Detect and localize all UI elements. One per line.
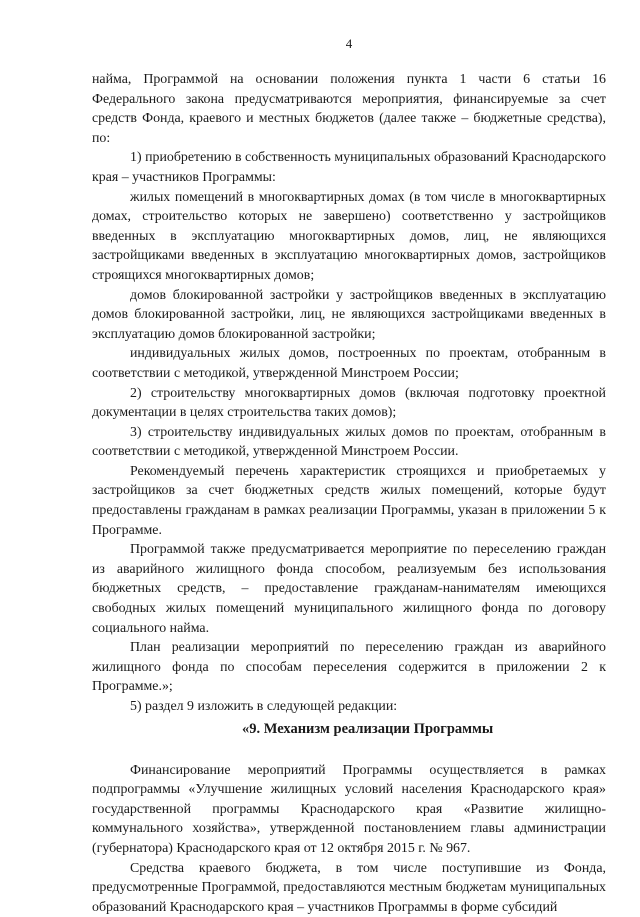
list-item-1: 1) приобретению в собственность муниципальных образований Краснодарского края – участников Программы:	[92, 150, 606, 185]
paragraph: Рекомендуемый перечень характеристик строящихся и приобретаемых у застройщиков за счет бюджетных средств жилых помещений, которые будут предоставлены гражданам в рамках реализации Программы, указан в приложении 5 к Программе.	[92, 463, 606, 538]
paragraph: домов блокированной застройки у застройщиков введенных в эксплуатацию домов блокированной застройки, лиц, не являющихся застройщиками введенных в эксплуатацию домов блокированной застройки;	[92, 287, 606, 342]
paragraph: Финансирование мероприятий Программы осуществляется в рамках подпрограммы «Улучшение жилищных условий населения Краснодарского края» государственной программы Краснодарского края «Развитие жилищно-коммунального хозяйства», утвержденной постановлением главы администрации (губернатора) Краснодарского края от 12 октября 2015 г. № 967.	[92, 762, 606, 856]
page-number: 4	[345, 36, 353, 51]
paragraph: Средства краевого бюджета, в том числе поступившие из Фонда, предусмотренные Программой, предоставляются местным бюджетам муниципальных образований Краснодарского края – участников Программы в форме субсидий	[92, 860, 606, 915]
paragraph: План реализации мероприятий по переселению граждан из аварийного жилищного фонда по способам переселения содержится в приложении 2 к Программе.»;	[92, 640, 606, 695]
document-body	[92, 70, 606, 917]
paragraph: жилых помещений в многоквартирных домах (в том числе в многоквартирных домах, строительство которых не завершено) соответственно у застройщиков введенных в эксплуатацию многоквартирных домов, лиц, не являющихся застройщиками введенных в эксплуатацию многоквартирных домов, застройщиков строящихся многоквартирных домов;	[92, 189, 606, 283]
list-item-2: 2) строительству многоквартирных домов (включая подготовку проектной документации в целях строительства таких домов);	[92, 385, 606, 421]
list-item-3: 3) строительству индивидуальных жилых домов по проектам, отобранным в соответствии с методикой, утвержденной Минстроем России.	[92, 424, 606, 460]
paragraph: найма, Программой на основании положения пункта 1 части 6 статьи 16 Федерального закона предусматриваются мероприятия, финансируемые за счет средств Фонда, краевого и местных бюджетов (далее также – бюджетные средства), по:	[92, 72, 606, 146]
list-item-5: 5) раздел 9 изложить в следующей редакции:	[130, 699, 398, 714]
section-heading: «9. Механизм реализации Программы	[242, 720, 494, 737]
paragraph: индивидуальных жилых домов, построенных по проектам, отобранным в соответствии с методикой, утвержденной Минстроем России;	[92, 346, 606, 381]
paragraph: Программой также предусматривается мероприятие по переселению граждан из аварийного жилищного фонда способом, реализуемым без использования бюджетных средств, – предоставление гражданам-нанимателям имеющихся свободных жилых помещений муниципального жилищного фонда по договору социального найма.	[92, 542, 606, 636]
